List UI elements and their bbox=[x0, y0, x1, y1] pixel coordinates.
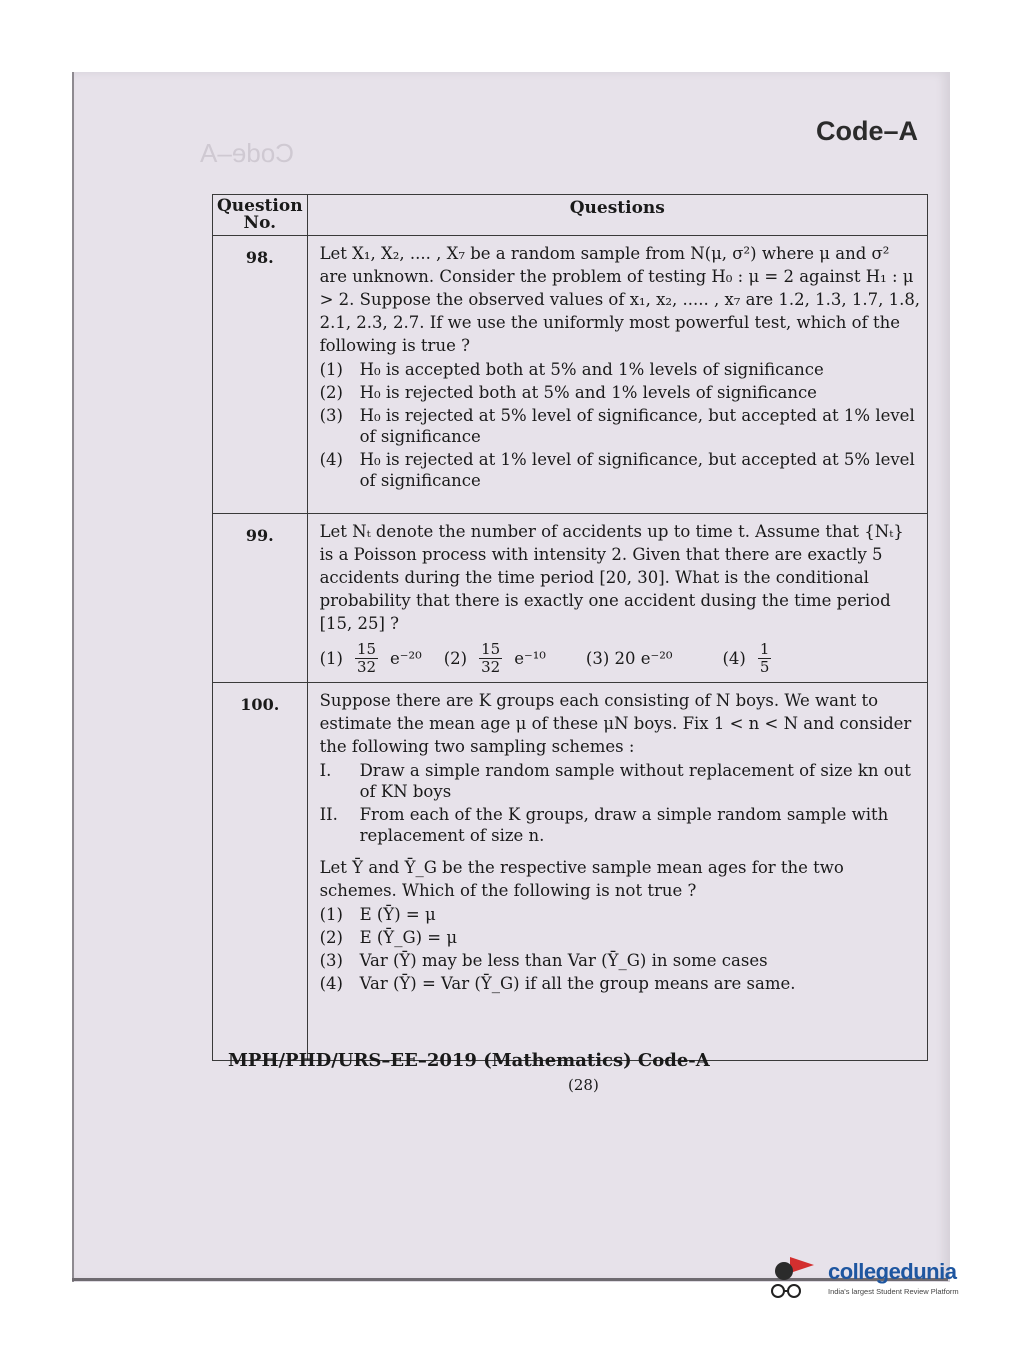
option bbox=[320, 359, 921, 380]
option-number: (3) bbox=[319, 951, 343, 970]
mascot-icon bbox=[770, 1253, 826, 1303]
footer-code: MPH/PHD/URS–EE–2019 (Mathematics) Code-A bbox=[228, 1050, 710, 1071]
collegedunia-logo bbox=[770, 1253, 990, 1303]
logo-tagline: India's largest Student Review Platform bbox=[828, 1287, 959, 1296]
option-text: E (Ȳ) = μ bbox=[359, 905, 436, 924]
questions-header: Questions bbox=[307, 195, 927, 236]
question-body bbox=[307, 683, 927, 1061]
questions-table bbox=[212, 194, 928, 1061]
page-number: (28) bbox=[568, 1076, 599, 1094]
option-text: H₀ is rejected at 1% level of significance, but accepted at 5% level of significance bbox=[359, 450, 915, 490]
option-text: (3) 20 e⁻²⁰ bbox=[585, 649, 673, 668]
logo-wordmark: collegedunia bbox=[828, 1259, 957, 1284]
numerator: 1 bbox=[759, 640, 770, 658]
option bbox=[320, 405, 921, 447]
question-number: 98. bbox=[213, 236, 308, 514]
question-text: Let Nₜ denote the number of accidents up to time t. Assume that {Nₜ} is a Poisson process with intensity 2. Given that there are exactly 5 accidents during the time period [20, 30]. What is the conditional probability that there is exactly one accident dusing the time period [15, 25] ? bbox=[319, 522, 904, 633]
option-text: Var (Ȳ) may be less than Var (Ȳ_G) in some cases bbox=[359, 951, 768, 970]
question-no-header: Question No. bbox=[213, 195, 308, 236]
question-text: Let X₁, X₂, .... , X₇ be a random sample from N(μ, σ²) where μ and σ² are unknown. Consider the problem of testing H₀ : μ = 2 against H₁ : μ > 2. Suppose the observed values of x₁, x₂, ..... , x₇ are 1.2, 1.3, 1.7, 1.8, 2.1, 2.3, 2.7. If we use the uniformly most powerful test, which of the following is true ? bbox=[319, 244, 921, 355]
fraction bbox=[355, 641, 378, 676]
option-text: H₀ is rejected both at 5% and 1% levels of significance bbox=[359, 383, 817, 402]
exponential: e⁻¹⁰ bbox=[514, 649, 546, 668]
option-number: (2) bbox=[443, 649, 468, 668]
exponential: e⁻²⁰ bbox=[390, 649, 422, 668]
question-number: 100. bbox=[213, 683, 308, 1061]
question-row-100 bbox=[213, 683, 928, 1061]
option bbox=[320, 950, 921, 971]
denominator: 32 bbox=[356, 658, 377, 676]
question-row-99 bbox=[213, 514, 928, 683]
option-number: (2) bbox=[319, 928, 343, 947]
option-number: (4) bbox=[722, 649, 746, 668]
scheme-text: Draw a simple random sample without replacement of size kn out of KN boys bbox=[359, 761, 911, 801]
numerator: 15 bbox=[356, 640, 377, 658]
option-number: (1) bbox=[319, 649, 343, 668]
bleed-through-text: Code–A bbox=[200, 138, 294, 168]
fraction bbox=[758, 641, 772, 676]
question-body bbox=[307, 236, 927, 514]
options-row bbox=[320, 641, 921, 676]
table-header-row bbox=[213, 195, 928, 236]
option bbox=[320, 449, 921, 491]
option-text: E (Ȳ_G) = μ bbox=[359, 928, 458, 947]
option bbox=[320, 927, 921, 948]
question-text: Let Ȳ and Ȳ_G be the respective sample mean ages for the two schemes. Which of the following is not true ? bbox=[319, 858, 844, 900]
option-text: Var (Ȳ) = Var (Ȳ_G) if all the group means are same. bbox=[359, 974, 796, 993]
question-number: 99. bbox=[213, 514, 308, 683]
scheme-number: II. bbox=[319, 805, 338, 824]
question-text: Suppose there are K groups each consisting of N boys. We want to estimate the mean age μ of these μN boys. Fix 1 < n < N and consider the following two sampling schemes : bbox=[319, 691, 912, 756]
fraction bbox=[479, 641, 502, 676]
option-text: H₀ is accepted both at 5% and 1% levels of significance bbox=[359, 360, 824, 379]
scheme-text: From each of the K groups, draw a simple random sample with replacement of size n. bbox=[359, 805, 889, 845]
option-number: (4) bbox=[319, 450, 343, 469]
scheme-number: I. bbox=[319, 761, 332, 780]
denominator: 32 bbox=[481, 658, 501, 676]
scheme bbox=[320, 804, 921, 846]
scheme bbox=[320, 760, 921, 802]
option-number: (1) bbox=[319, 360, 343, 379]
option-number: (4) bbox=[319, 974, 343, 993]
question-body bbox=[307, 514, 927, 683]
option-number: (3) bbox=[319, 406, 343, 425]
option-number: (2) bbox=[319, 383, 343, 402]
question-row-98 bbox=[213, 236, 928, 514]
numerator: 15 bbox=[481, 640, 501, 658]
option bbox=[320, 973, 921, 994]
option bbox=[320, 382, 921, 403]
paper-code: Code–A bbox=[816, 116, 919, 146]
option bbox=[320, 904, 921, 925]
option-number: (1) bbox=[319, 905, 343, 924]
denominator: 5 bbox=[759, 658, 770, 676]
option-text: H₀ is rejected at 5% level of significance, but accepted at 1% level of significance bbox=[359, 406, 915, 446]
